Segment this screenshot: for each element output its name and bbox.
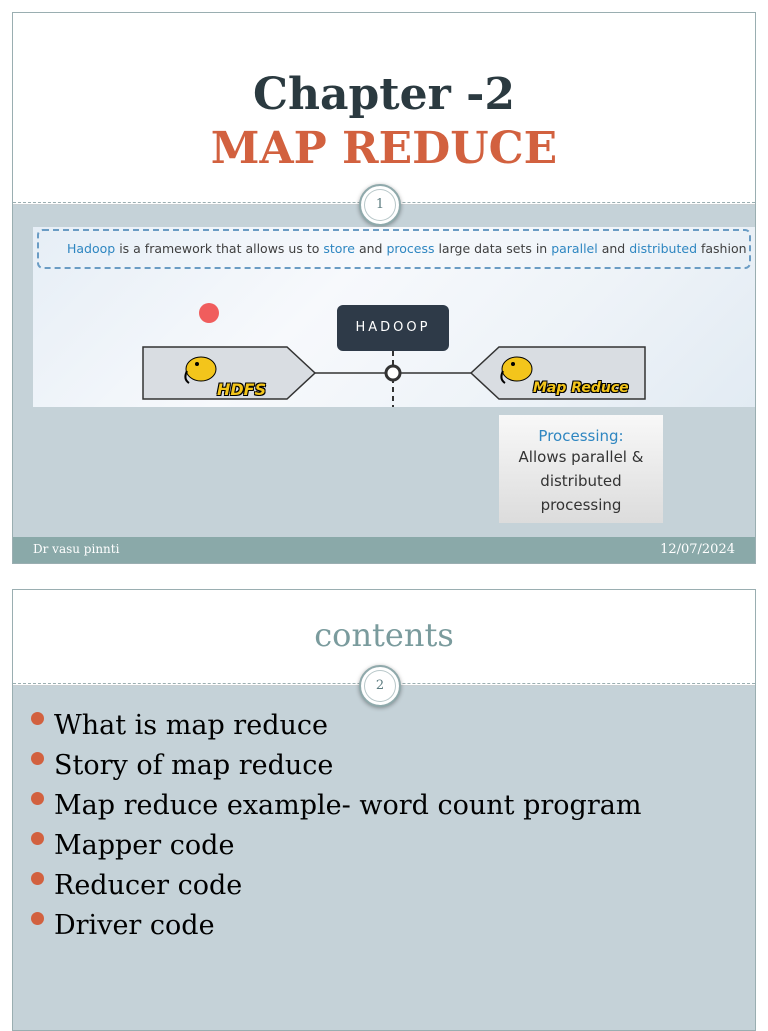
contents-list (31, 706, 641, 946)
definition-text: and (354, 241, 387, 256)
list-item (31, 786, 641, 826)
contents-title: contents (314, 616, 454, 654)
slide-1 (12, 12, 756, 564)
definition-text: and (597, 241, 630, 256)
definition-word: process (386, 241, 435, 256)
bullet-icon (31, 712, 44, 725)
processing-box (499, 415, 663, 523)
bullet-icon (31, 792, 44, 805)
connector-node (386, 366, 400, 380)
connector-graphic (33, 227, 755, 407)
mapreduce-label: Map Reduce (533, 380, 629, 396)
list-item (31, 706, 641, 746)
processing-title: Processing: (538, 427, 624, 445)
list-item-text: Map reduce example- word count program (54, 790, 642, 821)
title-band (13, 13, 755, 205)
hadoop-diagram (33, 227, 755, 407)
bullet-icon (31, 832, 44, 845)
definition-word: Hadoop (67, 241, 116, 256)
footer-author: Dr vasu pinnti (33, 542, 120, 556)
list-item (31, 826, 641, 866)
list-item-text: Story of map reduce (54, 750, 334, 781)
list-item-text: Mapper code (54, 830, 235, 861)
list-item-text: What is map reduce (54, 710, 328, 741)
slide-2 (12, 589, 756, 1031)
definition-text: fashion (697, 241, 747, 256)
list-item (31, 906, 641, 946)
definition-word: parallel (551, 241, 598, 256)
bullet-icon (31, 872, 44, 885)
hdfs-label: HDFS (217, 380, 267, 399)
processing-line: Allows parallel & (518, 448, 644, 466)
slide-number-badge: 2 (359, 665, 401, 707)
definition-text: large data sets in (434, 241, 552, 256)
chapter-title: Chapter -2 (253, 69, 515, 120)
processing-line: processing (540, 496, 622, 514)
list-item-text: Reducer code (54, 870, 243, 901)
hadoop-box: HADOOP (337, 305, 449, 351)
slide-number-badge: 1 (359, 184, 401, 226)
list-item-text: Driver code (54, 910, 215, 941)
definition-text: is a framework that allows us to (115, 241, 324, 256)
list-item (31, 746, 641, 786)
definition-word: store (323, 241, 355, 256)
bullet-icon (31, 912, 44, 925)
footer-date: 12/07/2024 (660, 542, 735, 557)
list-item (31, 866, 641, 906)
chapter-subtitle: MAP REDUCE (210, 123, 558, 174)
definition-word: distributed (629, 241, 698, 256)
processing-line: distributed (540, 472, 622, 490)
bullet-icon (31, 752, 44, 765)
slide-footer (13, 537, 755, 563)
